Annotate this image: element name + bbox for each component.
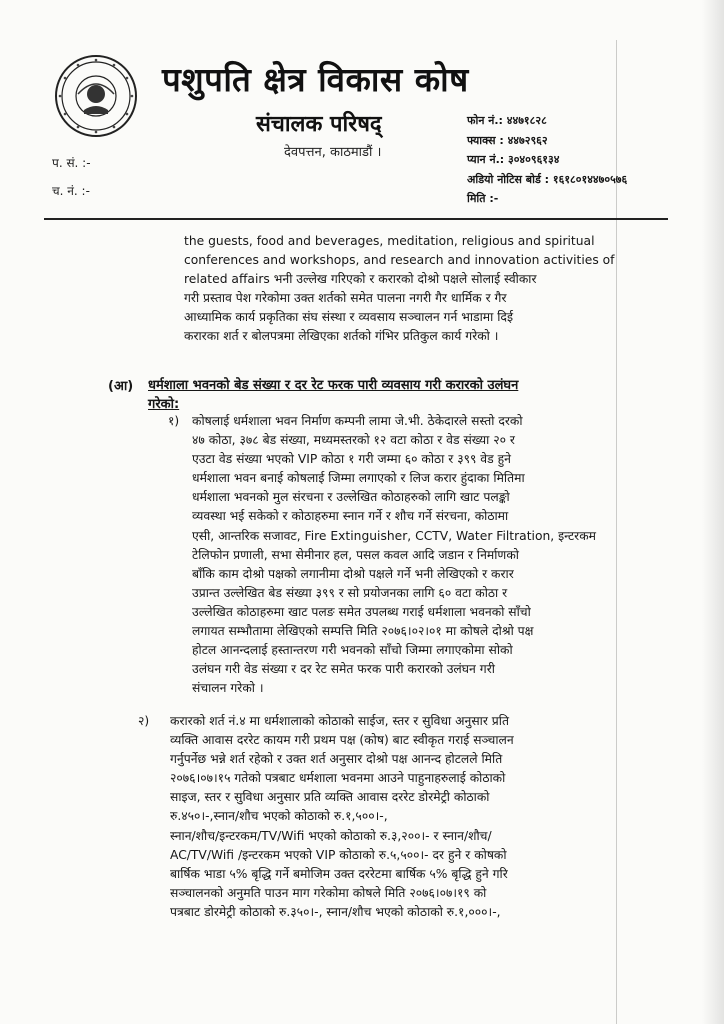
contact-fax: फ्याक्स : ४४७२९६२ <box>467 133 548 147</box>
dispatch-number: च. नं. :- <box>52 184 90 198</box>
header-divider <box>44 218 668 220</box>
item-1-text: कोषलाई धर्मशाला भवन निर्माण कम्पनी लामा जे.भी. ठेकेदारले सस्तो दरको ४७ कोठा, ३७८ बेड संख्या, मध्यमस्तरको १२ वटा कोठा र वेड संख्या २० र एउटा वेड संख्या भएको VIP कोठा १ गरी जम्मा ६० कोठा र ३९९ वेड हुने धर्मशाला भवन बनाई कोषलाई जिम्मा लगाएको र लिज करार हुंदाका मितिमा धर्मशाला भवनको मुल संरचना र उल्लेखित कोठाहरुको लागि खाट पलङ्को व्यवस्था भई सकेको र कोठाहरुमा स्नान गर्ने र शौच गर्ने संरचना, कोठामा एसी, आन्तरिक सजावट, Fire Extinguisher, CCTV, Water Filtration, इन्टरकम टेलिफोन प्रणाली, सभा सेमीनार हल, पसल कवल आदि जडान र निर्माणको बाँकि काम दोश्रो पक्षको लगानीमा दोश्रो पक्षले गर्ने भनी लेखिएको र करार उप्रान्त उल्लेखित बेड संख्या ३९९ र सो प्रयोजनका लागि ६० वटा कोठा र उल्लेखित कोठाहरुमा खाट पलङ समेत उपलब्ध गराई धर्मशाला भवनको साँचो लगायत सम्भौतामा लेखिएको सम्पत्ति मिति २०७६।०२।०१ मा कोषले दोश्रो पक्ष होटल आनन्दलाई हस्तान्तरण गरी भवनको साँचो जिम्मा लगाएकोमा सोको उलंघन गरी वेड संख्या र दर रेट समेत फरक पारी करारको उलंघन गरी संचालन गरेको । <box>192 414 597 696</box>
contact-block <box>467 111 627 209</box>
reference-number: प. सं. :- <box>52 156 91 170</box>
item-2-number: २) <box>138 714 150 728</box>
organization-address: देवपत्तन, काठमाडौं । <box>284 145 382 160</box>
organization-title: पशुपति क्षेत्र विकास कोष <box>162 60 469 99</box>
contact-pan: प्यान नं.: ३०४०९६१३४ <box>467 153 560 166</box>
item-2-text: करारको शर्त नं.४ मा धर्मशालाको कोठाको साईज, स्तर र सुविधा अनुसार प्रति व्यक्ति आवास दररेट कायम गरी प्रथम पक्ष (कोष) बाट स्वीकृत गराई सञ्चालन गर्नुपर्नेछ भन्ने शर्त रहेको र उक्त शर्त अनुसार दोश्रो पक्ष आनन्द होटलले मिति २०७६।०७।१५ गतेको पत्रबाट धर्मशाला भवनमा आउने पाहुनाहरुलाई कोठाको साइज, स्तर र सुविधा अनुसार प्रति व्यक्ति आवास दररेट डोरमेट्री कोठाको रु.४५०।-,स्नान/शौच भएको कोठाको रु.१,५००।-, स्नान/शौच/इन्टरकम/TV/Wifi भएको कोठाको रु.३,२००।- र स्नान/शौच/ AC/TV/Wifi /इन्टरकम भएको VIP कोठाको रु.५,५००।- दर हुने र कोषको बार्षिक भाडा ५% बृद्धि गर्ने बमोजिम उक्त दररेटमा बार्षिक ५% बृद्धि हुने गरि सञ्चालनको अनुमति पाउन माग गरेकोमा कोषले मिति २०७६।०७।१९ को पत्रबाट डोरमेट्री कोठाको रु.३५०।-, स्नान/शौच भएको कोठाको रु.१,०००।-, <box>170 714 514 919</box>
organization-seal-icon <box>54 54 138 138</box>
organization-subtitle: संचालक परिषद् <box>256 112 382 137</box>
section-label: (आ) <box>108 379 134 394</box>
scan-edge-shadow <box>702 0 724 1024</box>
section-heading: धर्मशाला भवनको बेड संख्या र दर रेट फरक पारी व्यवसाय गरी करारको उलंघन गरेको: <box>148 378 519 412</box>
contact-phone: फोन नं.: ४४७१८२८ <box>467 114 547 127</box>
contact-date: मिति :- <box>467 192 499 205</box>
contact-audio-notice-board: अडियो नोटिस बोर्ड : १६१८०१४४७०५७६ <box>467 172 628 186</box>
continuation-paragraph: the guests, food and beverages, meditation, religious and spiritual conferences and workshops, and research and innovation activities of related affairs भनी उल्लेख गरिएको र करारको दोश्रो पक्षले सोलाई स्वीकार गरी प्रस्ताव पेश गरेकोमा उक्त शर्तको समेत पालना नगरी गैर धार्मिक र गैर आध्यामिक कार्य प्रकृतिका संघ संस्था र व्यवसाय सञ्चालन गर्न भाडामा दिई करारका शर्त र बोलपत्रमा लेखिएका शर्तको गंभिर प्रतिकुल कार्य गरेको । <box>184 234 615 344</box>
item-1-number: १) <box>168 414 180 428</box>
